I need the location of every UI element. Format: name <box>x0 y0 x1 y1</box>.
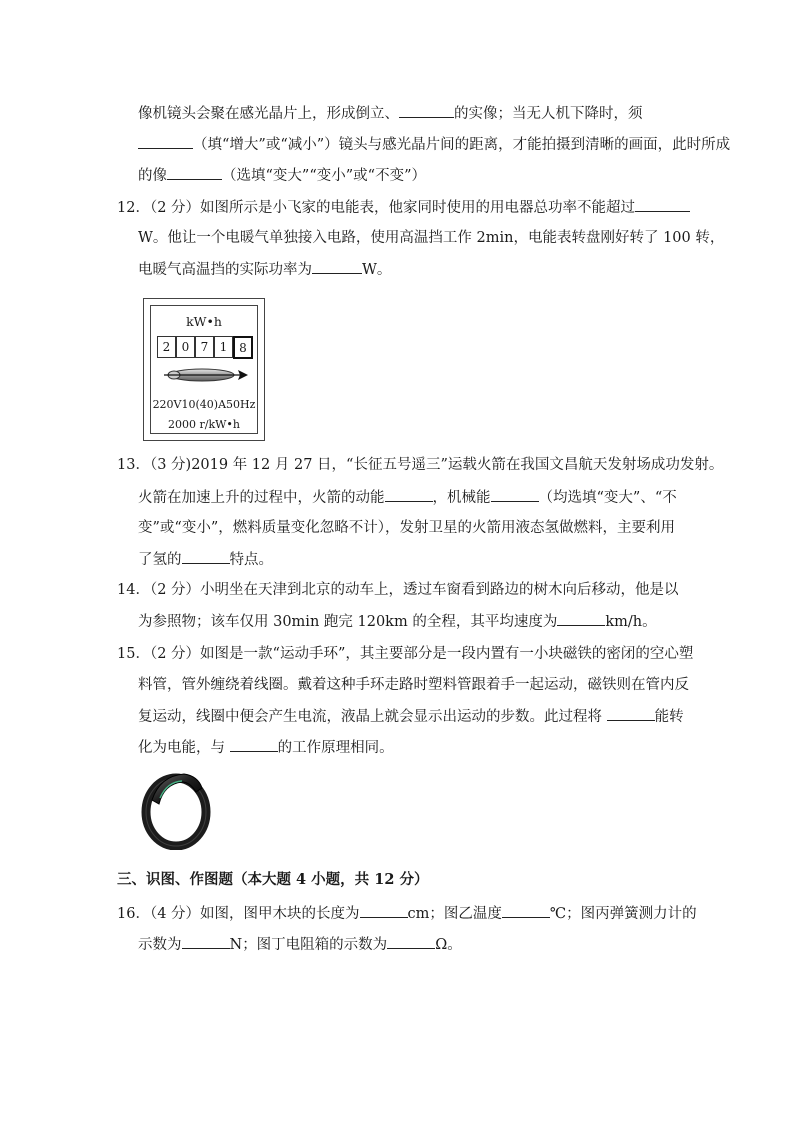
answer-blank[interactable] <box>360 903 408 918</box>
meter-constant-label: 2000 r/kW•h <box>168 418 240 431</box>
answer-blank[interactable] <box>167 165 222 180</box>
meter-digit: 7 <box>195 336 214 358</box>
electric-meter-figure <box>143 298 265 441</box>
q15-line-4: 化为电能，与 的工作原理相同。 <box>138 737 394 758</box>
meter-digit: 2 <box>157 336 176 358</box>
q16-line-1: 16．（4 分）如图，图甲木块的长度为 cm；图乙温度 ℃；图丙弹簧测力计的 <box>117 903 697 924</box>
answer-blank[interactable] <box>182 549 230 564</box>
q13-line-2: 火箭在加速上升的过程中，火箭的动能 ，机械能 （均选填“变大”、“不 <box>138 487 677 508</box>
answer-blank[interactable] <box>557 611 605 626</box>
meter-rating-label: 220V10(40)A50Hz <box>152 398 256 411</box>
q15-line-2: 料管，管外缠绕着线圈。戴着这种手环走路时塑料管跟着手一起运动，磁铁则在管内反 <box>138 677 689 693</box>
rotating-disc-icon <box>162 364 250 386</box>
q12-line-1: 12．（2 分）如图所示是小飞家的电能表，他家同时使用的用电器总功率不能超过 <box>117 197 690 218</box>
q11-line-1: 像机镜头会聚在感光晶片上，形成倒立、 的实像；当无人机下降时，须 <box>138 103 643 124</box>
section-heading: 三、识图、作图题（本大题 4 小题，共 12 分） <box>117 871 429 888</box>
answer-blank[interactable] <box>387 934 435 949</box>
answer-blank[interactable] <box>399 103 454 118</box>
q15-line-1: 15．（2 分）如图是一款“运动手环”，其主要部分是一段内置有一小块磁铁的密闭的空心塑 <box>117 646 694 662</box>
answer-blank[interactable] <box>385 487 433 502</box>
answer-blank[interactable] <box>230 737 278 752</box>
meter-unit-label: kW•h <box>186 314 222 329</box>
q13-line-3: 变”或“变小”，燃料质量变化忽略不计），发射卫星的火箭用液态氢做燃料，主要利用 <box>138 520 675 536</box>
q12-line-2: W。他让一个电暖气单独接入电路，使用高温挡工作 2min，电能表转盘刚好转了 100 转， <box>138 230 725 246</box>
q14-line-2: 为参照物；该车仅用 30min 跑完 120km 的全程，其平均速度为 km/h。 <box>138 611 657 632</box>
q12-line-3: 电暖气高温挡的实际功率为 W。 <box>138 259 391 280</box>
q11-line-2: （填“增大”或“减小”）镜头与感光晶片间的距离，才能拍摄到清晰的画面，此时所成 <box>138 134 730 155</box>
q16-line-2: 示数为 N；图丁电阻箱的示数为 Ω。 <box>138 934 462 955</box>
answer-blank[interactable] <box>491 487 539 502</box>
q14-line-1: 14．（2 分）小明坐在天津到北京的动车上，透过车窗看到路边的树木向后移动，他是以 <box>117 582 679 598</box>
q13-line-1: 13．（3 分)2019 年 12 月 27 日，“长征五号遥三”运载火箭在我国文昌航天发射场成功发射。 <box>117 457 724 473</box>
answer-blank[interactable] <box>182 934 230 949</box>
fitness-band-image <box>140 768 212 850</box>
meter-digit-decimal: 8 <box>233 336 253 359</box>
answer-blank[interactable] <box>635 197 690 212</box>
q15-line-3: 复运动，线圈中便会产生电流，液晶上就会显示出运动的步数。此过程将 能转 <box>138 706 684 727</box>
answer-blank[interactable] <box>607 706 655 721</box>
q13-line-4: 了氢的 特点。 <box>138 549 273 570</box>
answer-blank[interactable] <box>502 903 550 918</box>
answer-blank[interactable] <box>312 259 362 274</box>
q11-line-3: 的像 （选填“变大”“变小”或“不变”） <box>138 165 426 186</box>
meter-digit: 0 <box>176 336 195 358</box>
answer-blank[interactable] <box>138 134 193 149</box>
meter-panel <box>150 305 258 434</box>
meter-digit: 1 <box>214 336 233 358</box>
